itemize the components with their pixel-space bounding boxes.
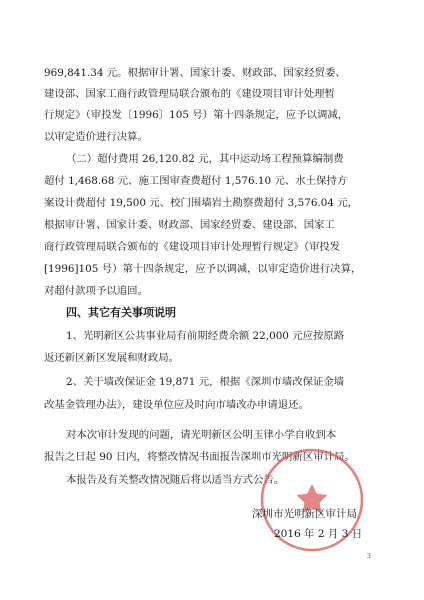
body-line: 2、关于墙改保证金 19,871 元，根据《深圳市墙改保证金墙: [66, 376, 345, 388]
body-line: 969,841.34 元。根据审计署、国家计委、财政部、国家经贸委、: [44, 67, 346, 79]
body-line: 商行政管理局联合颁布的《建设项目审计处理暂行规定》（审投发: [44, 241, 341, 253]
body-line: 本报告及有关整改情况随后将以适当方式公告。: [66, 474, 285, 486]
body-line: 建设部、国家工商行政管理局联合颁布的《建设项目审计处理暂: [44, 88, 335, 100]
body-line: 对本次审计发现的问题，请光明新区公明玉律小学自收到本: [66, 429, 337, 441]
body-line: 案设计费超付 19,500 元、校门围墙岩土勘察费超付 3,576.04 元，: [44, 197, 359, 209]
body-line: 1、光明新区公共事业局有前期经费余额 22,000 元应按原路: [66, 330, 345, 342]
section-heading: 四、其它有关事项说明: [66, 306, 176, 319]
signature-org: 深圳市光明新区审计局: [252, 508, 357, 520]
page-number: 3: [367, 553, 371, 560]
body-line: 行规定》（审投发〔1996〕105 号）第十四条规定，应予以调减，: [44, 109, 349, 121]
body-line: 报告之日起 90 日内，将整改情况书面报告深圳市光明新区审计局。: [44, 451, 355, 463]
body-line: 以审定造价进行决算。: [44, 131, 148, 143]
body-line: 超付 1,468.68 元、施工图审查费超付 1,576.10 元、水土保持方: [44, 175, 348, 187]
signature-date: 2016 年 2 月 3 日: [274, 528, 363, 540]
body-line: 返还新区新区发展和财政局。: [44, 352, 180, 364]
body-line: [1996]105 号）第十四条规定，应予以调减，以审定造价进行决算，: [44, 263, 362, 275]
body-line: 根据审计署、国家计委、财政部、国家经贸委、建设部、国家工: [44, 219, 335, 231]
body-line: （二）超付费用 26,120.82 元，其中运动场工程预算编制费: [66, 153, 344, 165]
body-line: 改基金管理办法》，建设单位应及时向市墙改办申请退还。: [44, 399, 309, 411]
body-line: 对超付款项予以追回。: [44, 285, 148, 297]
